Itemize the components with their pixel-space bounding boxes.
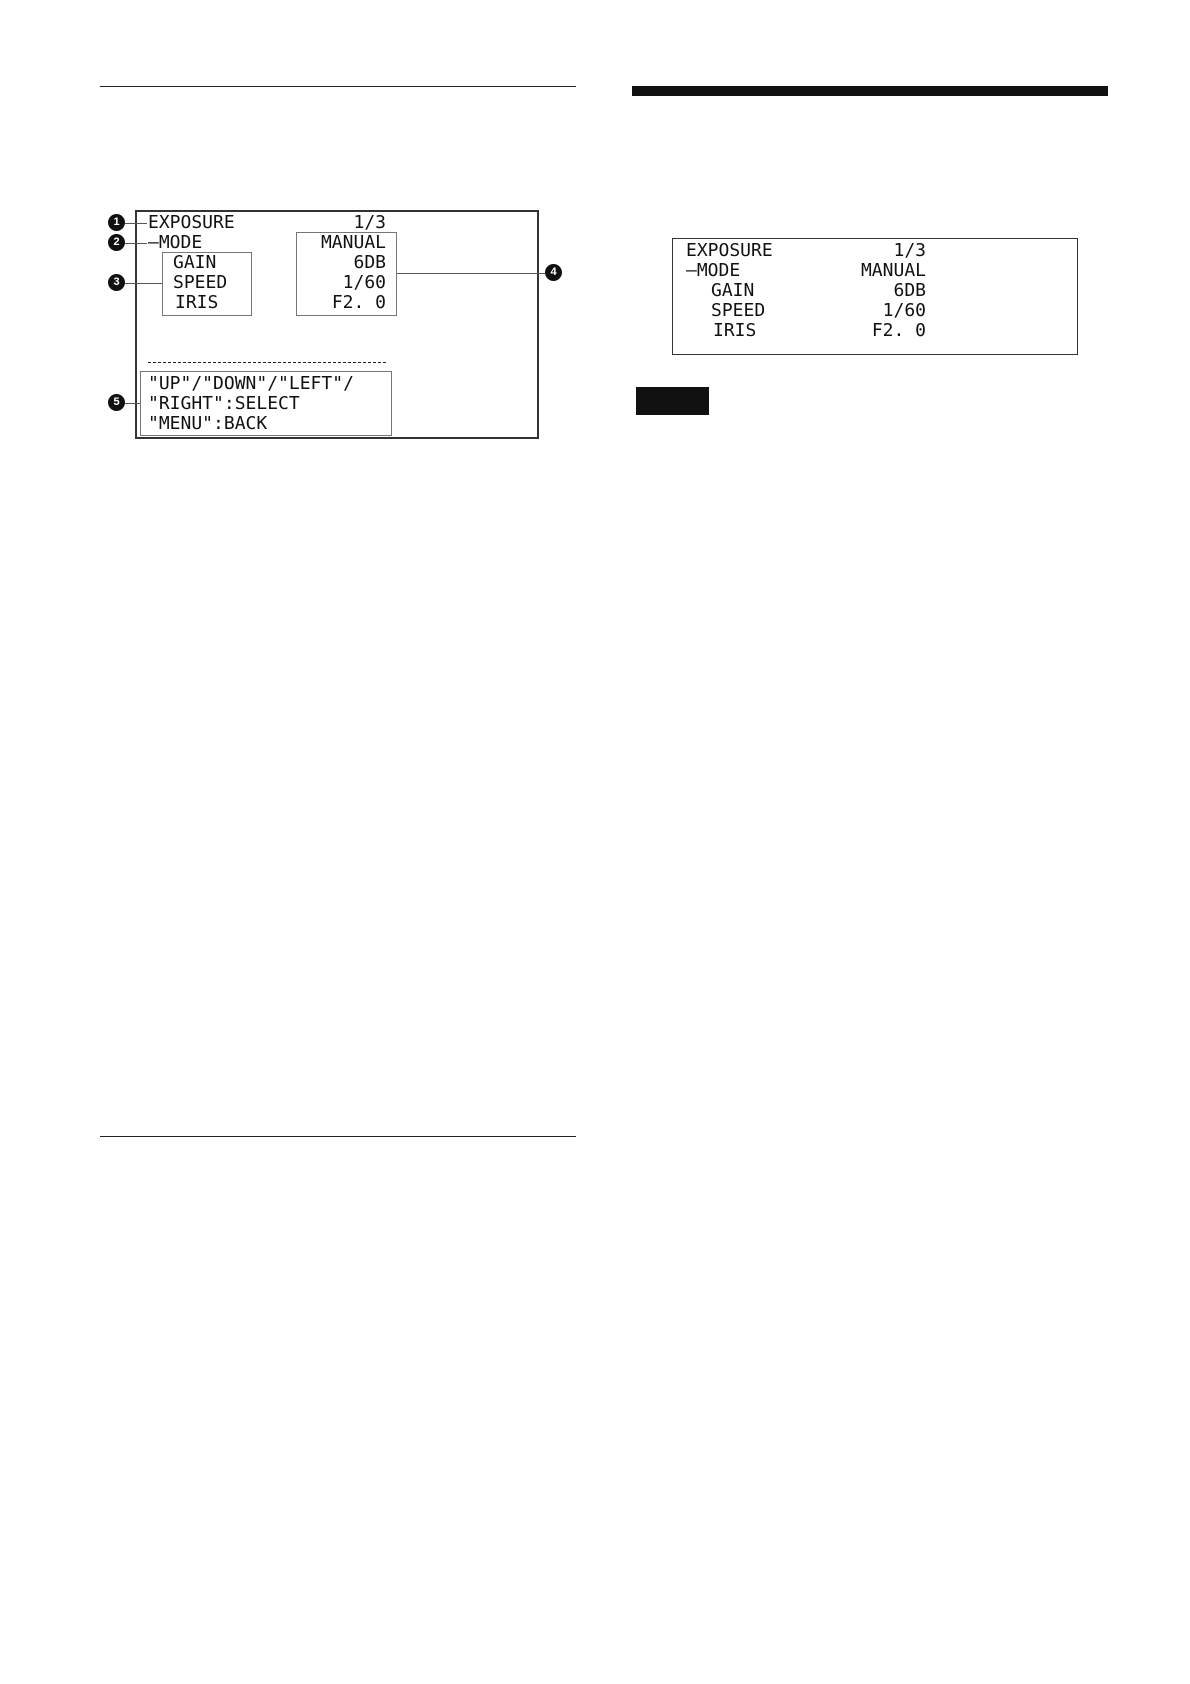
- osd-help-line: "MENU":BACK: [148, 413, 268, 434]
- osd-setting-value: 6DB: [893, 280, 926, 301]
- callout-2-icon: 2: [108, 234, 125, 251]
- osd-help-line: "RIGHT":SELECT: [148, 393, 300, 414]
- osd-setting-label: SPEED: [711, 300, 766, 321]
- osd-title: EXPOSURE: [686, 240, 773, 261]
- osd-setting-label: IRIS: [175, 292, 219, 313]
- osd-setting-value: 1/60: [342, 272, 386, 293]
- callout-5-icon: 5: [108, 394, 125, 411]
- callout-1-leader: [125, 223, 147, 224]
- osd-title: EXPOSURE: [148, 212, 235, 233]
- osd-mode-label: –MODE: [148, 232, 203, 253]
- osd-setting-label: GAIN: [711, 280, 755, 301]
- osd-setting-value: 6DB: [353, 252, 386, 273]
- callout-1-icon: 1: [108, 214, 125, 231]
- callout-3-leader: [125, 283, 162, 284]
- osd-mode-value: MANUAL: [320, 232, 386, 253]
- callout-3-icon: 3: [108, 274, 125, 291]
- osd-page-number: 1/3: [893, 240, 926, 261]
- callout-5-leader: [125, 403, 140, 404]
- osd-setting-label: GAIN: [173, 252, 217, 273]
- left-bottom-rule: [100, 1136, 576, 1137]
- osd-mode-label: –MODE: [686, 260, 741, 281]
- osd-help-line: "UP"/"DOWN"/"LEFT"/: [148, 373, 354, 394]
- osd-setting-value: 1/60: [882, 300, 926, 321]
- right-section-bar: [632, 86, 1108, 96]
- callout-4-leader: [397, 273, 545, 274]
- osd-setting-value: F2. 0: [331, 292, 386, 313]
- left-top-rule: [100, 86, 576, 87]
- osd-mode-value: MANUAL: [860, 260, 926, 281]
- settings-label-group-box: [162, 252, 252, 316]
- settings-value-group-box: [296, 232, 397, 316]
- osd-setting-label: SPEED: [173, 272, 228, 293]
- osd-divider: [148, 362, 386, 363]
- callout-2-leader: [125, 243, 147, 244]
- callout-4-icon: 4: [545, 264, 562, 281]
- osd-setting-label: IRIS: [713, 320, 757, 341]
- osd-setting-value: F2. 0: [871, 320, 926, 341]
- osd-page-number: 1/3: [353, 212, 386, 233]
- note-tag: [636, 387, 709, 415]
